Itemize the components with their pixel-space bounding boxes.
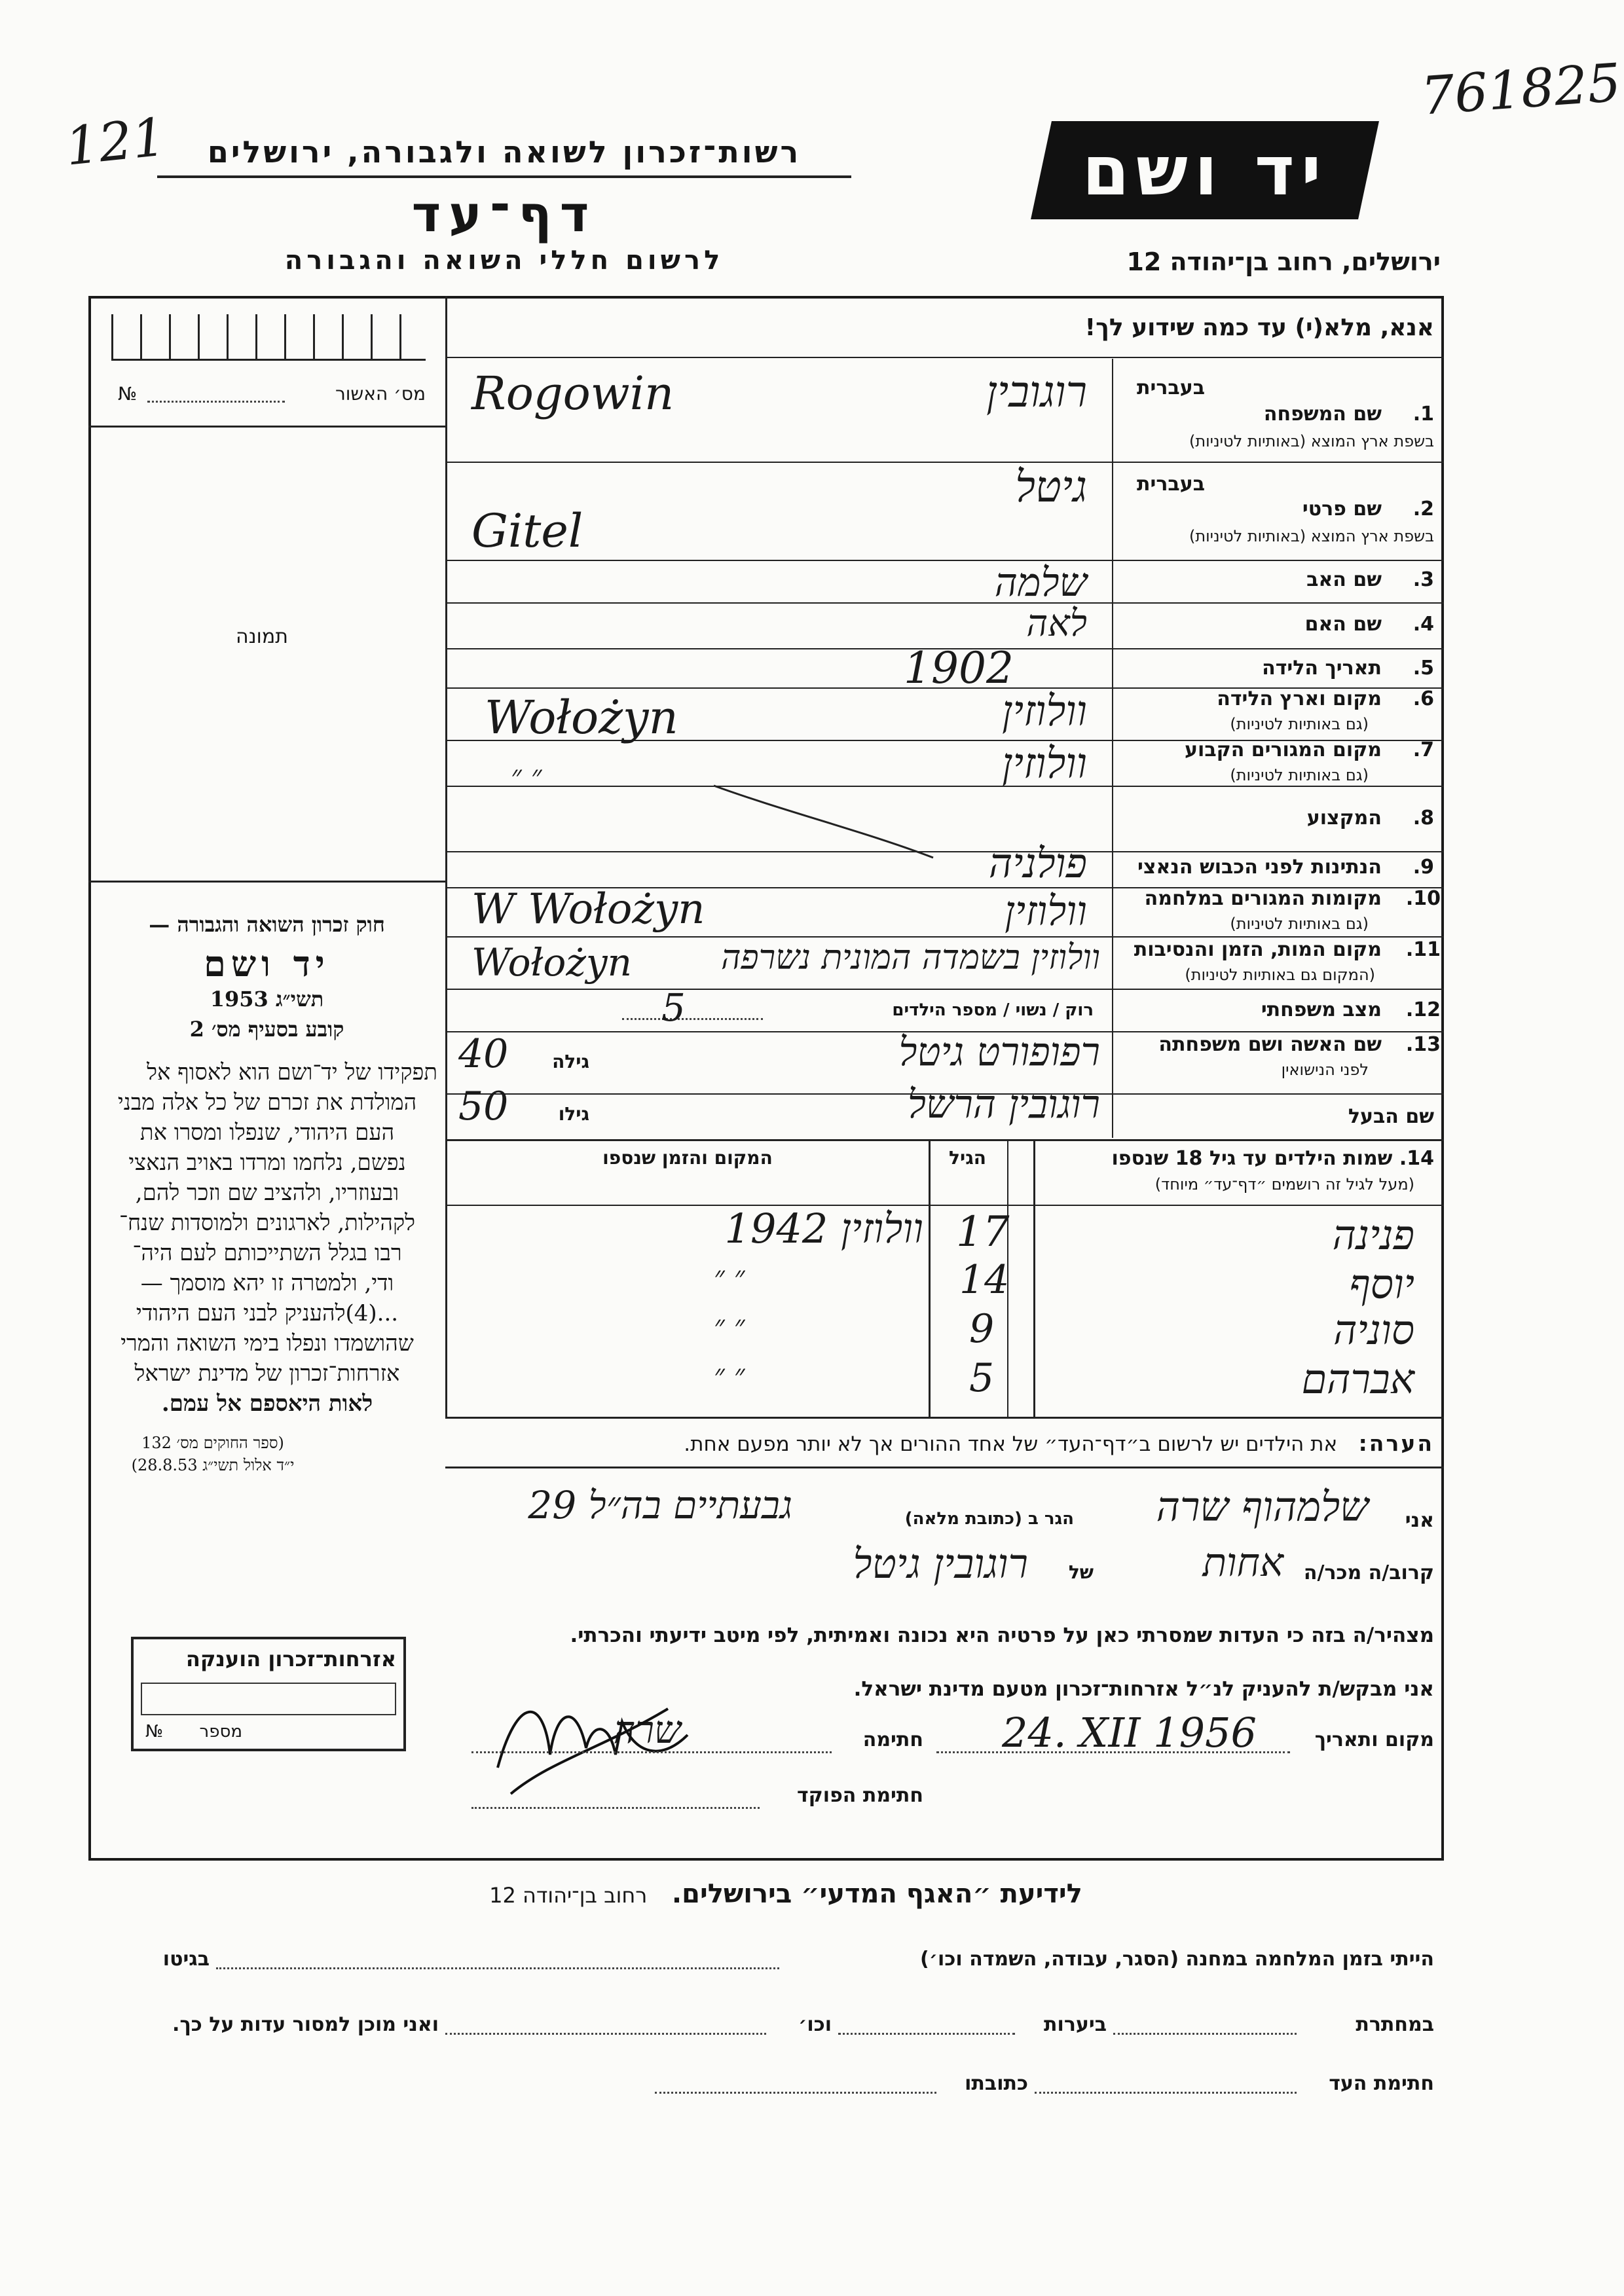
field-2-no: 2. bbox=[1412, 498, 1434, 520]
field-1-label: שם המשפחה bbox=[1263, 403, 1382, 426]
field-6-sub: (גם באותיות לטיניות) bbox=[1230, 715, 1369, 733]
law-text-line: ובעוזריו, ולהציב שם וזכר להם, bbox=[135, 1180, 399, 1206]
bottom-title-text: לידיעת ״האגף המדעי״ בירושלים. bbox=[671, 1879, 1082, 1909]
field-10-hebrew-value[interactable]: וולוזין bbox=[1005, 887, 1087, 935]
children-title-sub: (מעל לגיל זה רושמים ״דף־עד״ מיוחד) bbox=[1154, 1175, 1414, 1194]
law-name: יד ושם bbox=[204, 943, 330, 985]
field-4-value[interactable]: לאה bbox=[1026, 602, 1087, 645]
note bbox=[452, 1430, 1434, 1456]
decl-officer-label: חתימת הפוקד bbox=[797, 1784, 923, 1807]
certificate-boxes bbox=[111, 314, 426, 361]
field-1-hebrew-value[interactable]: רוגובין bbox=[986, 367, 1087, 417]
child-age[interactable]: 14 bbox=[959, 1257, 1010, 1303]
field-13-age-label: גילה bbox=[552, 1051, 589, 1072]
field-7-value[interactable]: וולוזין bbox=[1002, 740, 1087, 788]
children-title: 14. שמות הילדים עד גיל 18 שנספו bbox=[1111, 1147, 1434, 1170]
field-3-label: שם האב bbox=[1306, 568, 1382, 591]
logo-text: יד ושם bbox=[1082, 131, 1328, 211]
field-11-no: 11. bbox=[1405, 938, 1441, 961]
law-reference: (ספר החוקים מס׳ 132 bbox=[141, 1434, 284, 1452]
field-8-label: המקצוע bbox=[1306, 807, 1382, 829]
law-reference: י״ד אלול תשי״ג 28.8.53) bbox=[131, 1456, 295, 1474]
bottom-line3-b: כתובתו bbox=[965, 2072, 1028, 2095]
field-6-label: מקום וארץ הלידה bbox=[1217, 687, 1382, 710]
law-text-line: ודי, ולמטרה זו יהא מוסמך — bbox=[140, 1270, 394, 1296]
bottom-line1-a: הייתי בזמן המלחמה במחנה (הסגר, עבודה, השמדה וכו׳) bbox=[920, 1948, 1434, 1971]
field-1-side: בעברית bbox=[1137, 376, 1205, 399]
husband-value[interactable]: רוגובין הרשל bbox=[907, 1082, 1100, 1127]
field-7-label: מקום המגורים הקבוע bbox=[1185, 738, 1382, 761]
husband-age-label: גילו bbox=[558, 1103, 589, 1125]
law-text-line: תפקידו של יד־ושם הוא לאסוף אל bbox=[147, 1059, 437, 1085]
field-5-label: תאריך הלידה bbox=[1262, 657, 1382, 680]
archive-id: 761825 bbox=[1419, 52, 1623, 127]
child-place: ״ ״ bbox=[714, 1309, 745, 1343]
cert-no-sign: № bbox=[118, 383, 138, 405]
decl-relation-value[interactable]: אחות bbox=[1202, 1540, 1283, 1586]
bottom-line2-c: וכו׳ bbox=[798, 2013, 832, 2036]
decl-signature-label: חתימה bbox=[862, 1728, 923, 1751]
law-clause: קובע בסעיף מס׳ 2 bbox=[189, 1017, 344, 1042]
law-text-line: העם היהודי, שנפלו ומסרו את bbox=[139, 1120, 395, 1146]
cert-label: מס׳ האשור bbox=[335, 383, 426, 405]
law-text-line: ...(4)להעניק לבני העם היהודי bbox=[136, 1300, 399, 1326]
bottom-line1-b: בגיטו bbox=[162, 1948, 210, 1971]
page-number: 121 bbox=[62, 106, 169, 177]
form-subtitle: לרשום חללי השואה והגבורה bbox=[284, 246, 724, 276]
note-label: הערה: bbox=[1358, 1430, 1434, 1456]
husband-label: שם הבעל bbox=[1348, 1105, 1434, 1128]
law-year-line: תשי״ג 1953 bbox=[210, 987, 324, 1011]
decl-relative-label: קרוב/ה מכר/ה bbox=[1303, 1561, 1434, 1584]
decl-address-value[interactable]: גבעתיים בה״ל 29 bbox=[528, 1483, 792, 1527]
signature-scribble bbox=[471, 1683, 707, 1807]
husband-age[interactable]: 50 bbox=[458, 1084, 509, 1129]
field-11-sub: (המקום גם באותיות לטיניות) bbox=[1185, 966, 1375, 984]
field-7-no: 7. bbox=[1412, 738, 1434, 761]
note-text: את הילדים יש לרשום ב״דף־העד״ של אחד ההורים אך לא יותר מפעם אחת. bbox=[684, 1432, 1338, 1456]
bottom-address: רחוב בן־יהודה 12 bbox=[489, 1883, 648, 1908]
child-place: ״ ״ bbox=[714, 1260, 745, 1294]
decl-lives-label: הגר ב (כתובת מלאה) bbox=[904, 1509, 1074, 1529]
child-name[interactable]: אברהם bbox=[1301, 1355, 1414, 1403]
law-text-line: לאות היאספם אל עמם. bbox=[161, 1391, 373, 1417]
citizenship-title: אזרחות־זכרון הוענקה bbox=[185, 1647, 396, 1671]
field-1-latin-value[interactable]: Rogowin bbox=[471, 367, 674, 420]
field-7-sub: (גם באותיות לטיניות) bbox=[1230, 766, 1369, 784]
field-13-sub: לפני הנישואין bbox=[1281, 1061, 1369, 1079]
child-place[interactable]: וולוזין 1942 bbox=[724, 1205, 923, 1252]
field-6-hebrew-value[interactable]: וולוזין bbox=[1002, 687, 1087, 736]
field-9-no: 9. bbox=[1412, 856, 1434, 879]
field-12-options: רוק / נשוי / מספר הילדים bbox=[892, 1000, 1094, 1020]
field-8-no: 8. bbox=[1412, 807, 1434, 829]
bottom-line3-a: חתימת העד bbox=[1329, 2072, 1434, 2095]
field-2-latin-value[interactable]: Gitel bbox=[471, 504, 583, 558]
law-text-line: רבו בגלל השתייכותם לעם היה־ bbox=[132, 1240, 402, 1266]
law-text-line: אזרחות־זכרון של מדינת ישראל bbox=[134, 1360, 400, 1387]
field-10-no: 10. bbox=[1405, 887, 1441, 910]
org-line: רשות־זכרון לשואה ולגבורה, ירושלים bbox=[207, 134, 802, 170]
field-7-extra: ״ ״ bbox=[511, 759, 542, 793]
field-11-latin-value[interactable]: Wołożyn bbox=[471, 940, 632, 985]
field-9-value[interactable]: פולניה bbox=[988, 839, 1087, 887]
citizenship-no-label: מספר bbox=[199, 1722, 242, 1741]
citizenship-no-sign: № bbox=[145, 1722, 164, 1741]
photo-label: תמונה bbox=[236, 625, 288, 648]
law-text-line: שהושמדו ונפלו בימי השואה והמרי bbox=[120, 1330, 414, 1357]
law-text-line: המולדת את זכרם של כל אלה מבני bbox=[117, 1089, 417, 1116]
field-2-hebrew-value[interactable]: גיטל bbox=[1015, 462, 1087, 512]
field-1-sub: בשפת ארץ המוצא (באותיות לטיניות) bbox=[1189, 432, 1434, 450]
col-age-header: הגיל bbox=[949, 1147, 986, 1169]
field-2-sub: בשפת ארץ המוצא (באותיות לטיניות) bbox=[1189, 527, 1434, 545]
col-place-header: המקום והזמן שנספו bbox=[602, 1147, 773, 1169]
child-age[interactable]: 17 bbox=[956, 1208, 1010, 1256]
form-title: דף־עד bbox=[411, 185, 597, 243]
left-column-divider bbox=[445, 296, 447, 1417]
law-text-line: נפשם, נלחמו ומרדו באויב הנאצי bbox=[128, 1150, 406, 1176]
field-2-side: בעברית bbox=[1137, 473, 1205, 496]
decl-place-date-label: מקום ותאריך bbox=[1314, 1728, 1434, 1751]
decl-name-value[interactable]: שלמהוף שרה bbox=[1156, 1483, 1369, 1531]
bottom-title bbox=[367, 1879, 1205, 1909]
field-1-no: 1. bbox=[1412, 403, 1434, 426]
field-3-no: 3. bbox=[1412, 568, 1434, 591]
law-title: חוק זכרון השואה והגבורה — bbox=[149, 912, 385, 937]
field-6-no: 6. bbox=[1412, 687, 1434, 710]
field-10-latin-value[interactable]: W Wołożyn bbox=[471, 885, 705, 934]
decl-of-value[interactable]: רוגובין גיטל bbox=[853, 1540, 1028, 1588]
citizenship-write-area bbox=[141, 1683, 396, 1715]
instruction: אנא, מלא(י) עד כמה שידוע לך! bbox=[1084, 314, 1434, 341]
decl-i-label: אני bbox=[1405, 1509, 1434, 1532]
field-13-no: 13. bbox=[1405, 1033, 1441, 1056]
decl-statement: מצהיר/ה בזה כי העדות שמסרתי כאן על פרטיה היא נכונה ואמיתית, לפי מיטב ידיעתי והכרתי. bbox=[570, 1624, 1434, 1647]
decl-signature-value[interactable]: שרה bbox=[613, 1707, 681, 1752]
child-age[interactable]: 9 bbox=[969, 1306, 995, 1352]
header-address: ירושלים, רחוב בן־יהודה 12 bbox=[1126, 247, 1441, 276]
child-place: ״ ״ bbox=[714, 1358, 745, 1392]
law-text-line: לקהילות, לארגונים ולמוסדות שנח־ bbox=[119, 1210, 416, 1236]
field-5-no: 5. bbox=[1412, 657, 1434, 680]
field-11-hebrew-value[interactable]: וולוזין בשמדה המונית נשרפה bbox=[720, 938, 1100, 977]
field-13-value[interactable]: רפופורט גיטל bbox=[898, 1029, 1100, 1075]
field-2-label: שם פרטי bbox=[1302, 498, 1382, 520]
decl-request: אני מבקש/ת להעניק לנ״ל אזרחות־זכרון מטעם מדינת ישראל. bbox=[853, 1677, 1434, 1701]
bottom-line2-a: במחתרת bbox=[1356, 2013, 1434, 2036]
decl-of-label: של bbox=[1068, 1561, 1094, 1583]
org-underline bbox=[157, 175, 851, 178]
field-4-no: 4. bbox=[1412, 613, 1434, 636]
child-name[interactable]: יוסף bbox=[1349, 1260, 1414, 1308]
child-name[interactable]: סוניה bbox=[1333, 1306, 1414, 1354]
field-9-label: הנתינות לפני הכבוש הנאצי bbox=[1137, 856, 1382, 879]
field-13-age[interactable]: 40 bbox=[458, 1031, 509, 1077]
field-13-label: שם האשה ושם משפחתה bbox=[1158, 1033, 1382, 1056]
field-4-label: שם האם bbox=[1304, 613, 1382, 636]
field-12-children-count[interactable]: 5 bbox=[661, 985, 686, 1030]
field-10-label: מקומות המגורים במלחמה bbox=[1144, 887, 1382, 910]
bottom-line2-b: ביערות bbox=[1044, 2013, 1107, 2036]
decl-place-date-value[interactable]: 24. XII 1956 bbox=[1002, 1709, 1257, 1757]
field-10-sub: (גם באותיות לטיניות) bbox=[1230, 915, 1369, 933]
field-3-value[interactable]: שלמה bbox=[994, 560, 1087, 606]
field-11-label: מקום המות, הזמן והנסיבות bbox=[1134, 938, 1382, 961]
field-6-latin-value[interactable]: Wołożyn bbox=[485, 691, 678, 744]
field-12-no: 12. bbox=[1405, 998, 1441, 1021]
child-name[interactable]: פנינה bbox=[1332, 1211, 1414, 1259]
bottom-line2-d: ואני מוכן למסור עדות על כך. bbox=[172, 2013, 439, 2036]
field-5-value[interactable]: 1902 bbox=[904, 643, 1014, 693]
child-age[interactable]: 5 bbox=[969, 1355, 995, 1401]
field-12-label: מצב משפחתי bbox=[1261, 998, 1382, 1021]
